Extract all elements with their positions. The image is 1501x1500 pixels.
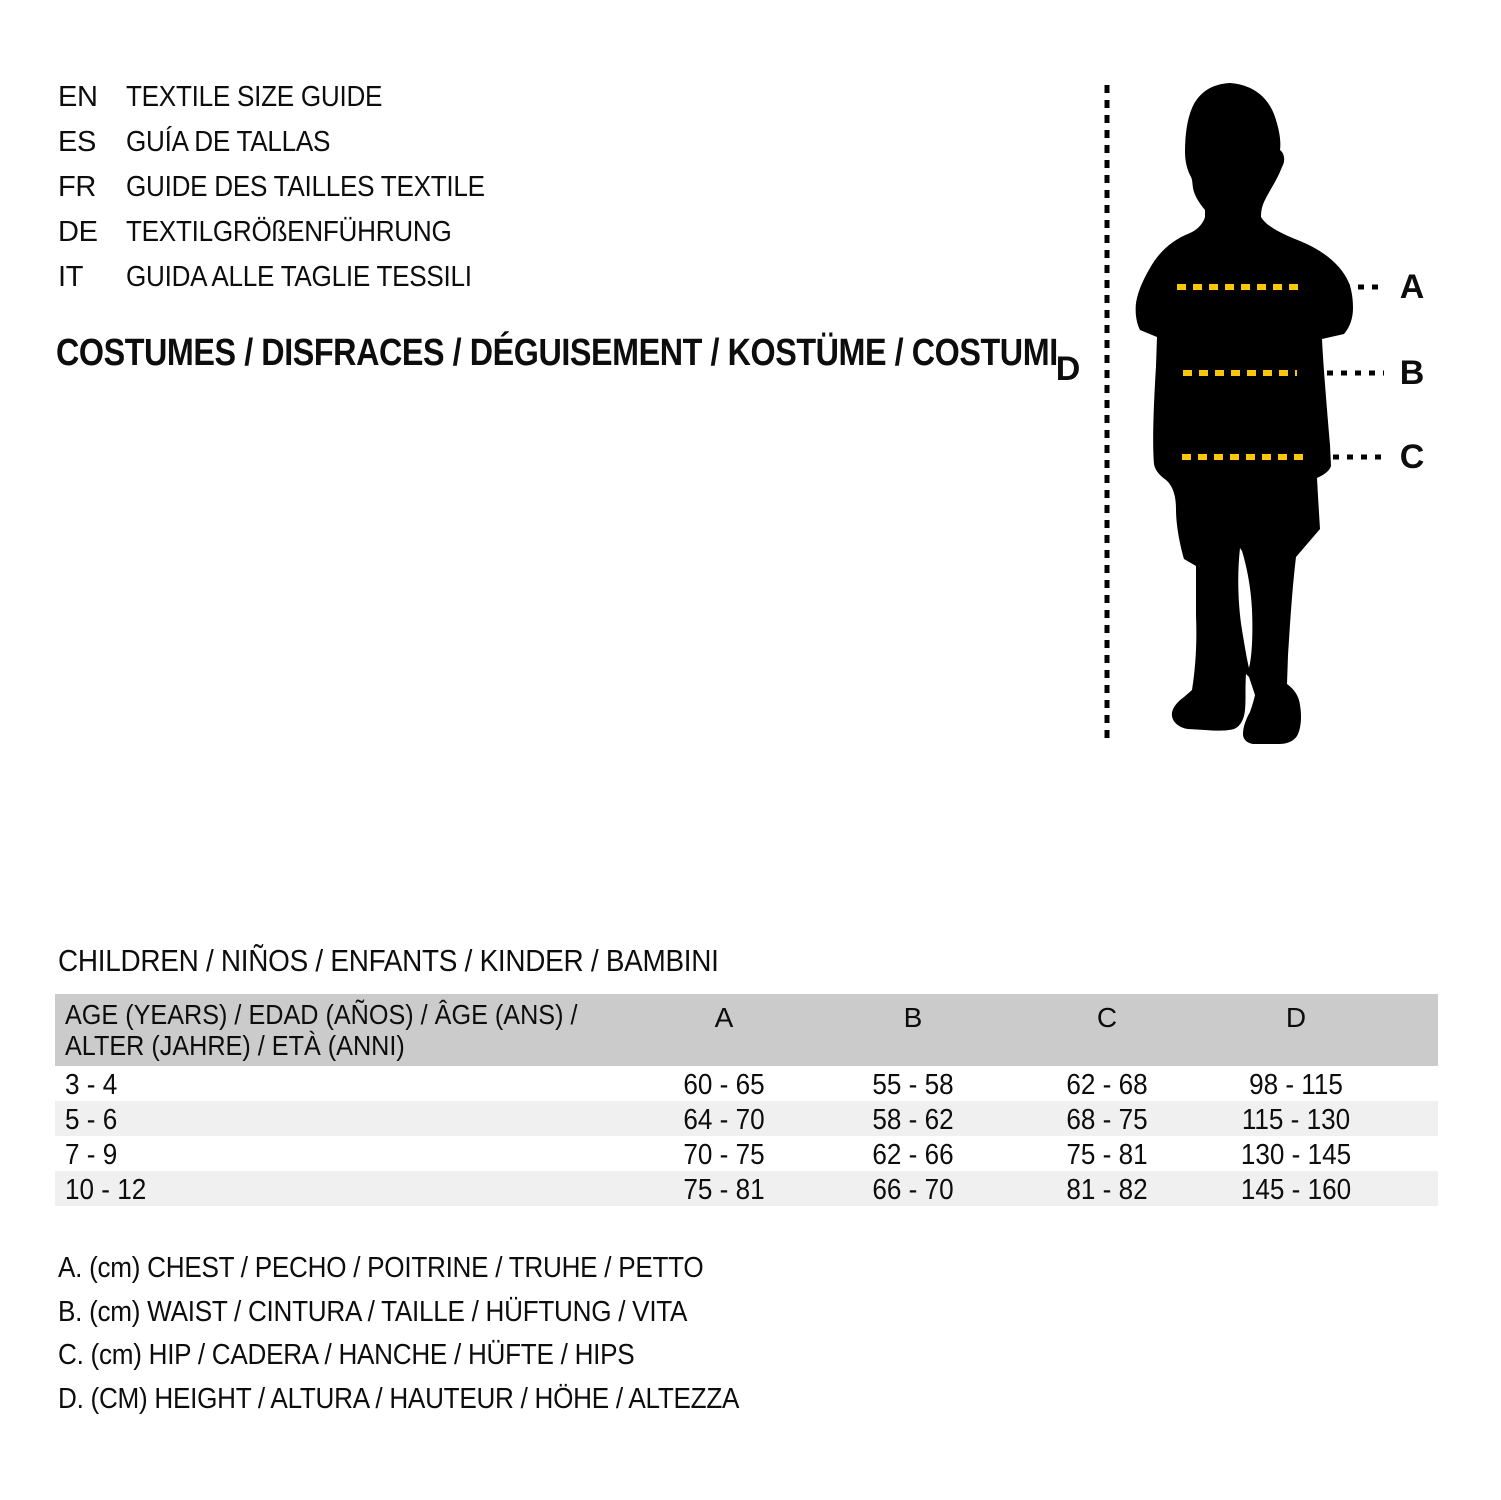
table-row xyxy=(55,1171,1438,1206)
age-cell: 3 - 4 xyxy=(65,1069,118,1101)
language-code: IT xyxy=(58,261,84,293)
column-header-c: C xyxy=(1096,1002,1118,1033)
waist-cell: 62 - 66 xyxy=(872,1139,954,1171)
language-code: EN xyxy=(58,81,98,113)
hip-cell: 81 - 82 xyxy=(1066,1174,1148,1206)
age-cell: 5 - 6 xyxy=(65,1104,118,1136)
table-title: CHILDREN / NIÑOS / ENFANTS / KINDER / BAMBINI xyxy=(58,943,719,978)
language-title: GUIDA ALLE TAGLIE TESSILI xyxy=(126,261,472,293)
waist-label: B xyxy=(1399,354,1425,392)
height-cell: 115 - 130 xyxy=(1241,1104,1351,1136)
height-cell: 98 - 115 xyxy=(1249,1069,1343,1101)
chest-cell: 70 - 75 xyxy=(683,1139,765,1171)
measurement-legend xyxy=(58,1247,815,1421)
table-row xyxy=(55,1066,1438,1101)
age-cell: 7 - 9 xyxy=(65,1139,118,1171)
hip-cell: 75 - 81 xyxy=(1066,1139,1148,1171)
language-title: TEXTILGRÖßENFÜHRUNG xyxy=(126,216,452,248)
language-code: DE xyxy=(58,216,98,248)
legend-waist: B. (cm) WAIST / CINTURA / TAILLE / HÜFTUNG / VITA xyxy=(58,1295,688,1328)
age-header-line2: ALTER (JAHRE) / ETÀ (ANNI) xyxy=(65,1030,405,1061)
height-cell: 145 - 160 xyxy=(1240,1174,1352,1206)
language-code: ES xyxy=(58,126,97,158)
child-silhouette xyxy=(1136,83,1353,744)
column-header-b: B xyxy=(903,1002,923,1033)
legend-chest: A. (cm) CHEST / PECHO / POITRINE / TRUHE / PETTO xyxy=(58,1252,704,1285)
column-header-a: A xyxy=(714,1002,734,1033)
hip-cell: 68 - 75 xyxy=(1066,1104,1148,1136)
language-title: GUIDE DES TAILLES TEXTILE xyxy=(126,171,485,203)
waist-cell: 66 - 70 xyxy=(872,1174,954,1206)
waist-cell: 58 - 62 xyxy=(872,1104,954,1136)
language-title: GUÍA DE TALLAS xyxy=(126,126,331,158)
chest-cell: 75 - 81 xyxy=(683,1174,765,1206)
table-row xyxy=(55,1101,1438,1136)
hip-label: C xyxy=(1399,438,1425,476)
age-header-line1: AGE (YEARS) / EDAD (AÑOS) / ÂGE (ANS) / xyxy=(65,999,578,1030)
table-header-row xyxy=(55,994,1438,1066)
legend-hip: C. (cm) HIP / CADERA / HANCHE / HÜFTE / HIPS xyxy=(58,1339,635,1372)
category-title: COSTUMES / DISFRACES / DÉGUISEMENT / KOSTÜME / COSTUMI xyxy=(56,332,1058,374)
height-label: D xyxy=(1055,350,1081,388)
hip-cell: 62 - 68 xyxy=(1066,1069,1148,1101)
language-code: FR xyxy=(58,171,97,203)
legend-height: D. (CM) HEIGHT / ALTURA / HAUTEUR / HÖHE / ALTEZZA xyxy=(58,1382,740,1415)
size-table xyxy=(55,994,1438,1206)
age-cell: 10 - 12 xyxy=(65,1174,147,1206)
table-row xyxy=(55,1136,1438,1171)
waist-cell: 55 - 58 xyxy=(872,1069,954,1101)
height-cell: 130 - 145 xyxy=(1240,1139,1352,1171)
chest-cell: 64 - 70 xyxy=(683,1104,765,1136)
language-title: TEXTILE SIZE GUIDE xyxy=(126,81,383,113)
column-header-d: D xyxy=(1285,1002,1307,1033)
chest-label: A xyxy=(1399,268,1425,306)
age-column-header xyxy=(65,999,577,1061)
chest-cell: 60 - 65 xyxy=(683,1069,765,1101)
